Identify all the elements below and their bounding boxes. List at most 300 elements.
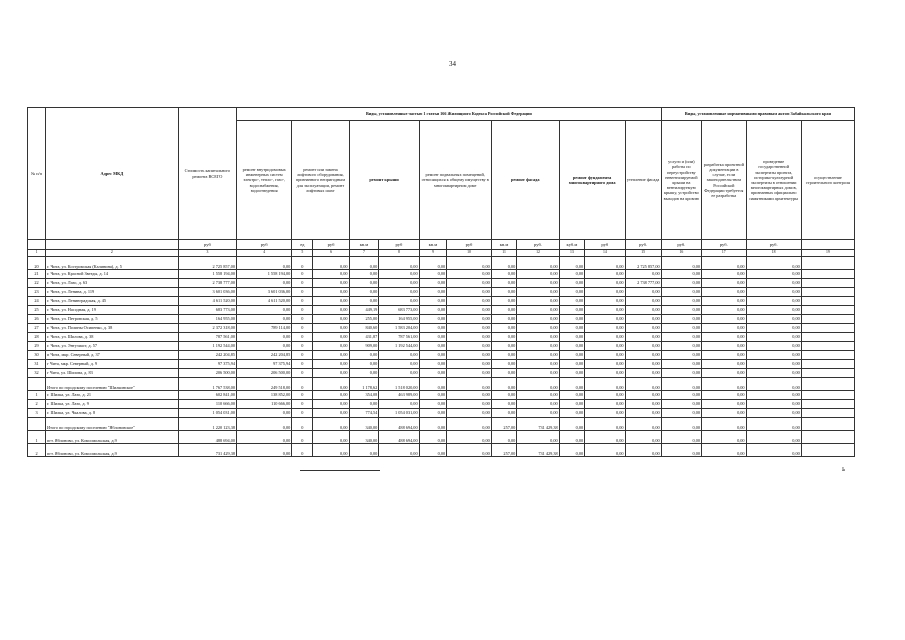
column-index: 5	[292, 250, 313, 257]
unit: кв.м	[419, 240, 447, 250]
row-value: 0,00	[349, 400, 379, 409]
row-value: 0,00	[625, 342, 661, 351]
row-value: 1 558 194,00	[178, 270, 236, 279]
row-value: 0,00	[746, 431, 801, 444]
row-value: 0,00	[491, 369, 516, 378]
row-value: 683 773,00	[379, 306, 419, 315]
row-value: 0	[292, 418, 313, 431]
row-value: 0,00	[661, 270, 701, 279]
row-value-empty	[801, 391, 854, 400]
row-address: Итого по городскому поселению "Шилкинское"	[46, 378, 179, 391]
row-number: 1	[28, 391, 46, 400]
row-value: 0,00	[517, 351, 559, 360]
row-value: 138 852,00	[237, 391, 292, 400]
row-value: 0,00	[237, 444, 292, 457]
row-value: 0,00	[585, 369, 625, 378]
row-value-empty	[801, 360, 854, 369]
row-value: 0,00	[746, 351, 801, 360]
row-value: 0,00	[702, 444, 747, 457]
row-value: 0,00	[585, 409, 625, 418]
row-value-empty	[801, 342, 854, 351]
unit: руб.	[517, 240, 559, 250]
row-value-empty	[801, 333, 854, 342]
column-index-row	[28, 250, 855, 257]
row-value: 0,00	[491, 333, 516, 342]
unit	[801, 240, 854, 250]
row-value: 0,00	[447, 369, 492, 378]
row-value: 0,00	[419, 324, 447, 333]
row-value: 0,00	[419, 270, 447, 279]
row-value: 0,00	[702, 378, 747, 391]
row-value: 0,00	[625, 270, 661, 279]
row-value: 0,00	[625, 369, 661, 378]
row-value: 731 429,38	[517, 418, 559, 431]
row-value: 0,00	[517, 279, 559, 288]
row-value: 0,00	[625, 333, 661, 342]
header-elevator: ремонт или замена лифтового оборудования, признанного непригодным для эксплуатации, ремонт лифтовых шахт	[292, 121, 349, 240]
column-index: 6	[313, 250, 349, 257]
row-value: 0,00	[517, 378, 559, 391]
row-value: 488 694,00	[178, 431, 236, 444]
row-value: 0	[292, 444, 313, 457]
row-value: 0,00	[559, 369, 584, 378]
row-value: 0,00	[746, 306, 801, 315]
row-value: 257,00	[491, 418, 516, 431]
row-value: 0,00	[585, 257, 625, 270]
row-value: 0,00	[379, 288, 419, 297]
row-value: 0,00	[746, 257, 801, 270]
row-value: 0,00	[585, 351, 625, 360]
row-value: 0,00	[559, 297, 584, 306]
row-value: 0,00	[517, 306, 559, 315]
unit: кв.м	[491, 240, 516, 250]
row-value: 0,00	[661, 288, 701, 297]
row-value: 0,00	[447, 431, 492, 444]
row-value: 0,00	[379, 257, 419, 270]
row-value: 0,00	[702, 315, 747, 324]
row-value: 0,00	[447, 306, 492, 315]
row-value: 0,00	[349, 279, 379, 288]
row-number: 2	[28, 400, 46, 409]
row-number: 23	[28, 288, 46, 297]
row-value: 0,00	[559, 257, 584, 270]
row-value: 110 666,00	[178, 400, 236, 409]
row-value: 0,00	[237, 333, 292, 342]
row-value: 0,00	[419, 431, 447, 444]
table-row	[28, 297, 855, 306]
row-value: 0,00	[419, 297, 447, 306]
row-value: 774,54	[349, 409, 379, 418]
row-value: 0,00	[746, 279, 801, 288]
row-value: 0,00	[379, 270, 419, 279]
row-value: 0,00	[746, 409, 801, 418]
column-index: 13	[559, 250, 584, 257]
row-value: 0,00	[313, 333, 349, 342]
row-value-empty	[801, 279, 854, 288]
row-value: 0,00	[313, 270, 349, 279]
row-value: 0,00	[746, 270, 801, 279]
header-construction-control: осуществление строительного контроля	[801, 121, 854, 240]
row-value: 0,00	[313, 378, 349, 391]
row-value: 0,00	[419, 333, 447, 342]
column-index: 1	[28, 250, 46, 257]
row-value: 0,00	[661, 431, 701, 444]
row-value: 0,00	[585, 342, 625, 351]
row-value: 340,00	[349, 418, 379, 431]
row-value: 0,00	[746, 369, 801, 378]
row-value: 0,00	[625, 444, 661, 457]
row-value: 242 204,85	[178, 351, 236, 360]
row-value: 0,00	[419, 400, 447, 409]
header-design-docs: разработка проектной документации в случае, если законодательством Российской Федерации требуется ее разработка	[702, 121, 747, 240]
table-row	[28, 360, 855, 369]
table-row	[28, 333, 855, 342]
row-value: 0,00	[517, 369, 559, 378]
row-value: 0,00	[491, 360, 516, 369]
row-value: 0,00	[419, 418, 447, 431]
row-value: 0,00	[661, 378, 701, 391]
row-value: 0,00	[313, 342, 349, 351]
row-value: 0,00	[585, 400, 625, 409]
row-value: 249 518,00	[237, 378, 292, 391]
row-value: 0,00	[517, 270, 559, 279]
row-value: 0,00	[419, 315, 447, 324]
row-value: 0,00	[559, 431, 584, 444]
row-value: 0,00	[559, 306, 584, 315]
column-index: 9	[419, 250, 447, 257]
row-value: 0,00	[625, 360, 661, 369]
row-value-empty	[801, 257, 854, 270]
unit: руб	[447, 240, 492, 250]
row-value: 0,00	[237, 431, 292, 444]
row-value: 206 500,00	[237, 369, 292, 378]
row-value: 0,00	[585, 297, 625, 306]
row-value: 0,00	[746, 391, 801, 400]
row-value: 0,00	[585, 279, 625, 288]
row-value: 0	[292, 279, 313, 288]
row-value: 206 500,00	[178, 369, 236, 378]
row-value: 0,00	[661, 360, 701, 369]
row-value: 0,00	[702, 418, 747, 431]
row-value: 909,00	[349, 342, 379, 351]
row-value: 0,00	[559, 360, 584, 369]
row-value: 0,00	[491, 288, 516, 297]
header-group-regional: Виды, установленные нормативными правовым актом Забайкальского края	[661, 108, 854, 121]
row-value: 0,00	[625, 288, 661, 297]
row-value: 787 561,00	[178, 333, 236, 342]
row-value: 488 694,00	[379, 418, 419, 431]
row-value: 0,00	[447, 409, 492, 418]
column-index: 2	[46, 250, 179, 257]
row-value: 0,00	[661, 342, 701, 351]
row-value: 0,00	[746, 418, 801, 431]
row-address: г Чита, мкр. Северный, д. 9	[46, 360, 179, 369]
row-number: 24	[28, 297, 46, 306]
row-value: 431,87	[349, 333, 379, 342]
row-value: 0,00	[349, 297, 379, 306]
row-value: 0,00	[585, 360, 625, 369]
row-value: 0,00	[702, 351, 747, 360]
row-number: 20	[28, 257, 46, 270]
row-value: 0,00	[379, 400, 419, 409]
row-value: 0,00	[585, 315, 625, 324]
row-value: 0,00	[559, 351, 584, 360]
row-value: 0,00	[625, 400, 661, 409]
row-value: 0,00	[237, 409, 292, 418]
row-value: 0,00	[702, 324, 747, 333]
row-value: 0,00	[491, 391, 516, 400]
row-value: 0,00	[517, 400, 559, 409]
row-address: г. Чита, ул. Ленинградская, д. 45	[46, 297, 179, 306]
row-value: 0,00	[625, 351, 661, 360]
row-value: 0,00	[349, 360, 379, 369]
row-value: 0,00	[313, 257, 349, 270]
row-value: 0,00	[625, 391, 661, 400]
row-value: 0,00	[419, 369, 447, 378]
unit: ед	[292, 240, 313, 250]
row-value: 0,00	[349, 444, 379, 457]
row-address: Итого по городскому поселению "Яблоновское"	[46, 418, 179, 431]
row-value: 0,00	[585, 288, 625, 297]
table-row	[28, 391, 855, 400]
row-value-empty	[801, 297, 854, 306]
row-value: 4 611 520,00	[237, 297, 292, 306]
row-value: 2 725 857,00	[625, 257, 661, 270]
row-value: 4 611 520,00	[178, 297, 236, 306]
row-value: 731 429,38	[178, 444, 236, 457]
table-body	[28, 257, 855, 457]
row-value: 0,00	[625, 378, 661, 391]
row-value: 2 738 777,00	[625, 279, 661, 288]
row-value-empty	[801, 409, 854, 418]
column-index: 15	[625, 250, 661, 257]
unit: кв.м	[349, 240, 379, 250]
row-number: 29	[28, 342, 46, 351]
row-value: 0,00	[661, 400, 701, 409]
row-value: 0,00	[419, 378, 447, 391]
row-value: 0	[292, 400, 313, 409]
row-value: 0,00	[313, 351, 349, 360]
row-value: 0,00	[661, 418, 701, 431]
column-index: 16	[661, 250, 701, 257]
row-value: 0	[292, 342, 313, 351]
row-value: 0,00	[702, 279, 747, 288]
row-value: 0,00	[559, 279, 584, 288]
row-value: 0,00	[661, 279, 701, 288]
row-value-empty	[801, 351, 854, 360]
row-value: 0,00	[559, 444, 584, 457]
row-value: 1 192 544,00	[178, 342, 236, 351]
row-value: 0,00	[379, 360, 419, 369]
row-value: 0,00	[491, 400, 516, 409]
row-value: 0,00	[625, 297, 661, 306]
row-value: 1 054 031,00	[379, 409, 419, 418]
row-value: 0,00	[349, 270, 379, 279]
row-value: 0,00	[559, 333, 584, 342]
header-roof: ремонт крыши	[349, 121, 419, 240]
row-value: 0,00	[702, 391, 747, 400]
row-value: 0,00	[379, 369, 419, 378]
row-value: 0,00	[491, 351, 516, 360]
row-value: 1 192 544,00	[379, 342, 419, 351]
row-value: 0,00	[313, 360, 349, 369]
column-index: 12	[517, 250, 559, 257]
row-number	[28, 418, 46, 431]
row-value: 0,00	[559, 342, 584, 351]
row-address: г. Чита, ул. Костромская (Калинина), д. 5	[46, 257, 179, 270]
row-number: 27	[28, 324, 46, 333]
row-value: 0,00	[379, 351, 419, 360]
table-row	[28, 324, 855, 333]
row-value: 0,00	[517, 409, 559, 418]
row-value: 0	[292, 369, 313, 378]
row-value: 0,00	[379, 279, 419, 288]
table-row	[28, 369, 855, 378]
unit: руб	[237, 240, 292, 250]
header-roof-conversion: услуги и (или) работы по переустройству невентилируемой крыши на вентилируемую крышу, устройство выходов на кровлю	[661, 121, 701, 240]
row-value: 0,00	[702, 431, 747, 444]
column-index: 3	[178, 250, 236, 257]
row-value-empty	[801, 378, 854, 391]
row-value: 0,00	[447, 279, 492, 288]
row-value-empty	[801, 431, 854, 444]
row-value: 0,00	[702, 360, 747, 369]
row-value: 1 054 031,00	[178, 409, 236, 418]
row-value: 0,00	[491, 431, 516, 444]
row-value: 0,00	[746, 360, 801, 369]
row-value: 0,00	[746, 315, 801, 324]
row-value: 0,00	[702, 288, 747, 297]
row-value: 0,00	[491, 324, 516, 333]
header-engineering-systems: ремонт внутридомовых инженерных систем электро-, тепло-, газо-, водоснабжения, водоотведения	[237, 121, 292, 240]
row-number: 31	[28, 360, 46, 369]
row-number: 28	[28, 333, 46, 342]
row-value: 0,00	[419, 360, 447, 369]
row-value: 0	[292, 306, 313, 315]
row-value: 0,00	[746, 400, 801, 409]
row-value: 0,00	[746, 324, 801, 333]
row-number: 30	[28, 351, 46, 360]
row-value: 0,00	[517, 288, 559, 297]
row-value-empty	[801, 270, 854, 279]
row-value: 0,00	[702, 369, 747, 378]
row-value: 488 694,00	[379, 431, 419, 444]
row-value: 0,00	[313, 288, 349, 297]
row-value: 0,00	[447, 333, 492, 342]
row-value: 0,00	[447, 400, 492, 409]
row-value: 0,00	[517, 431, 559, 444]
row-address: г. Чита, ул. Ленина, д. 119	[46, 288, 179, 297]
row-value: 0,00	[585, 333, 625, 342]
row-value: 0,00	[625, 418, 661, 431]
row-value: 0,00	[746, 444, 801, 457]
row-value: 0,00	[661, 297, 701, 306]
row-value: 0,00	[419, 351, 447, 360]
row-value: 0,00	[625, 431, 661, 444]
row-value: 0,00	[559, 324, 584, 333]
row-value: 0,00	[447, 324, 492, 333]
header-address: Адрес МКД	[46, 108, 179, 240]
column-index: 14	[585, 250, 625, 257]
row-value: 0,00	[559, 378, 584, 391]
row-value-empty	[801, 315, 854, 324]
row-value: 0,00	[702, 270, 747, 279]
row-address: г. Чита, ул. Шилова, д. 38	[46, 333, 179, 342]
row-number: 1	[28, 431, 46, 444]
row-value: 0,00	[661, 369, 701, 378]
row-value: 0	[292, 360, 313, 369]
row-address: пгт. Яблоново, ул. Комсомольская, д.9	[46, 444, 179, 457]
row-value: 0,00	[585, 306, 625, 315]
row-value: 0	[292, 351, 313, 360]
row-value: 3 601 036,00	[237, 288, 292, 297]
row-value: 0,00	[419, 409, 447, 418]
header-expertise: проведение государственной экспертизы проекта, историко-культурной экспертизы в отношении многоквартирных домов, признанных официально памятниками архитектуры	[746, 121, 801, 240]
column-index: 11	[491, 250, 516, 257]
row-value: 463 989,00	[379, 391, 419, 400]
row-value: 0,00	[447, 270, 492, 279]
table-row	[28, 409, 855, 418]
row-value: 0,00	[661, 444, 701, 457]
row-value-empty	[801, 369, 854, 378]
row-value: 0,00	[349, 351, 379, 360]
row-value: 0,00	[419, 257, 447, 270]
row-value: 0,00	[447, 391, 492, 400]
row-value: 0,00	[491, 409, 516, 418]
row-value: 0,00	[419, 306, 447, 315]
unit: руб.	[625, 240, 661, 250]
row-value: 0,00	[517, 342, 559, 351]
row-number: 25	[28, 306, 46, 315]
row-value: 0,00	[447, 342, 492, 351]
unit: куб.м	[559, 240, 584, 250]
row-value: 2 725 857,00	[178, 257, 236, 270]
table-row	[28, 315, 855, 324]
row-value: 0,00	[517, 360, 559, 369]
row-address: г Чита, ул. Шилова, д. 83	[46, 369, 179, 378]
row-number: 32	[28, 369, 46, 378]
row-value-empty	[801, 324, 854, 333]
row-value: 787 561,00	[379, 333, 419, 342]
row-value: 0,00	[313, 324, 349, 333]
table-row	[28, 270, 855, 279]
row-value: 0,00	[517, 391, 559, 400]
table-row	[28, 342, 855, 351]
row-value: 683 773,00	[178, 306, 236, 315]
column-index: 18	[746, 250, 801, 257]
row-value: 449,19	[349, 306, 379, 315]
table-row	[28, 431, 855, 444]
row-value: 0,00	[447, 378, 492, 391]
row-value: 0,00	[237, 342, 292, 351]
header-total-cost: Стоимость капитального ремонта ВСЕГО	[178, 108, 236, 240]
row-value: 0	[292, 297, 313, 306]
row-value: 164 955,00	[178, 315, 236, 324]
row-value: 0,00	[237, 418, 292, 431]
table-row	[28, 257, 855, 270]
row-value: 0,00	[585, 391, 625, 400]
column-index: 10	[447, 250, 492, 257]
unit: руб.	[746, 240, 801, 250]
column-index: 19	[801, 250, 854, 257]
header-facade-insulation: утепление фасада	[625, 121, 661, 240]
row-number: 2	[28, 444, 46, 457]
row-value: 0,00	[702, 297, 747, 306]
row-value: 0,00	[585, 418, 625, 431]
row-value: 0,00	[379, 444, 419, 457]
row-address: г. Чита, ул. Красной Звезды, д. 14	[46, 270, 179, 279]
row-value: 255,00	[349, 315, 379, 324]
